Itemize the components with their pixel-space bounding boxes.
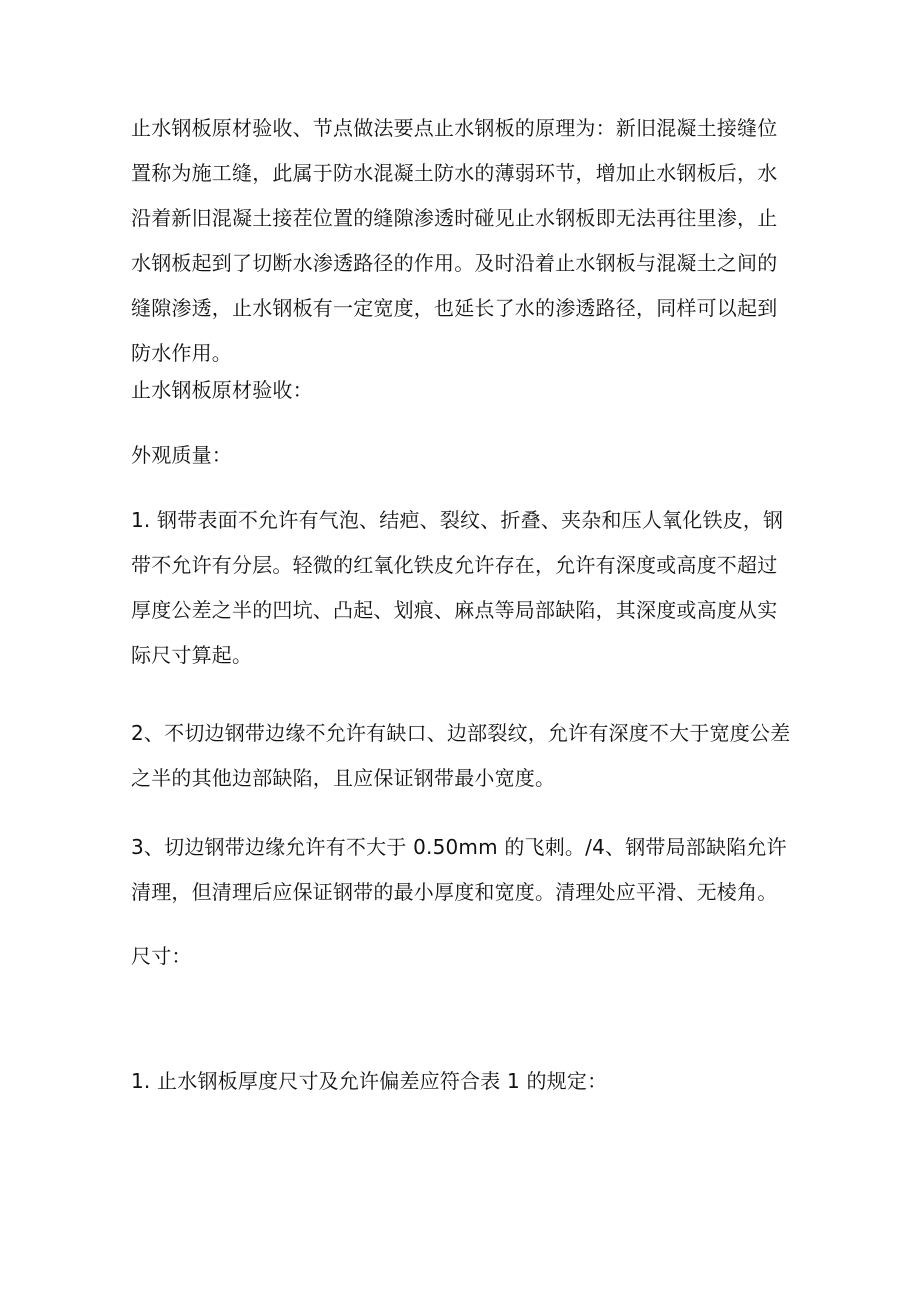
paragraph-item-3: 3、切边钢带边缘允许有不大于 0.50mm 的飞刺。/4、钢带局部缺陷允许清理，但清理后应保证钢带的最小厚度和宽度。清理处应平滑、无棱角。 bbox=[131, 835, 787, 904]
paragraph-principle: 止水钢板原材验收、节点做法要点止水钢板的原理为：新旧混凝土接缝位置称为施工缝，此属于防水混凝土防水的薄弱环节，增加止水钢板后，水沿着新旧混凝土接茬位置的缝隙渗透时碰见止水钢板即无法再往里渗，止水钢板起到了切断水渗透路径的作用。及时沿着止水钢板与混凝土之间的缝隙渗透，止水钢板有一定宽度，也延长了水的渗透路径，同样可以起到防水作用。 bbox=[131, 116, 778, 365]
heading-material-acceptance: 止水钢板原材验收： bbox=[131, 378, 313, 402]
paragraph-item-1: 1. 钢带表面不允许有气泡、结疤、裂纹、折叠、夹杂和压人氧化铁皮，钢带不允许有分层。轻微的红氧化铁皮允许存在，允许有深度或高度不超过厚度公差之半的凹坑、凸起、划痕、麻点等局部缺陷，其深度或高度从实际尺寸算起。 bbox=[131, 508, 784, 667]
heading-appearance-quality: 外观质量： bbox=[131, 443, 232, 467]
paragraph-dimension-item-1: 1. 止水钢板厚度尺寸及允许偏差应符合表 1 的规定： bbox=[131, 1069, 608, 1093]
paragraph-item-2: 2、不切边钢带边缘不允许有缺口、边部裂纹，允许有深度不大于宽度公差之半的其他边部缺陷，且应保证钢带最小宽度。 bbox=[131, 721, 791, 790]
heading-dimensions: 尺寸： bbox=[131, 944, 192, 968]
